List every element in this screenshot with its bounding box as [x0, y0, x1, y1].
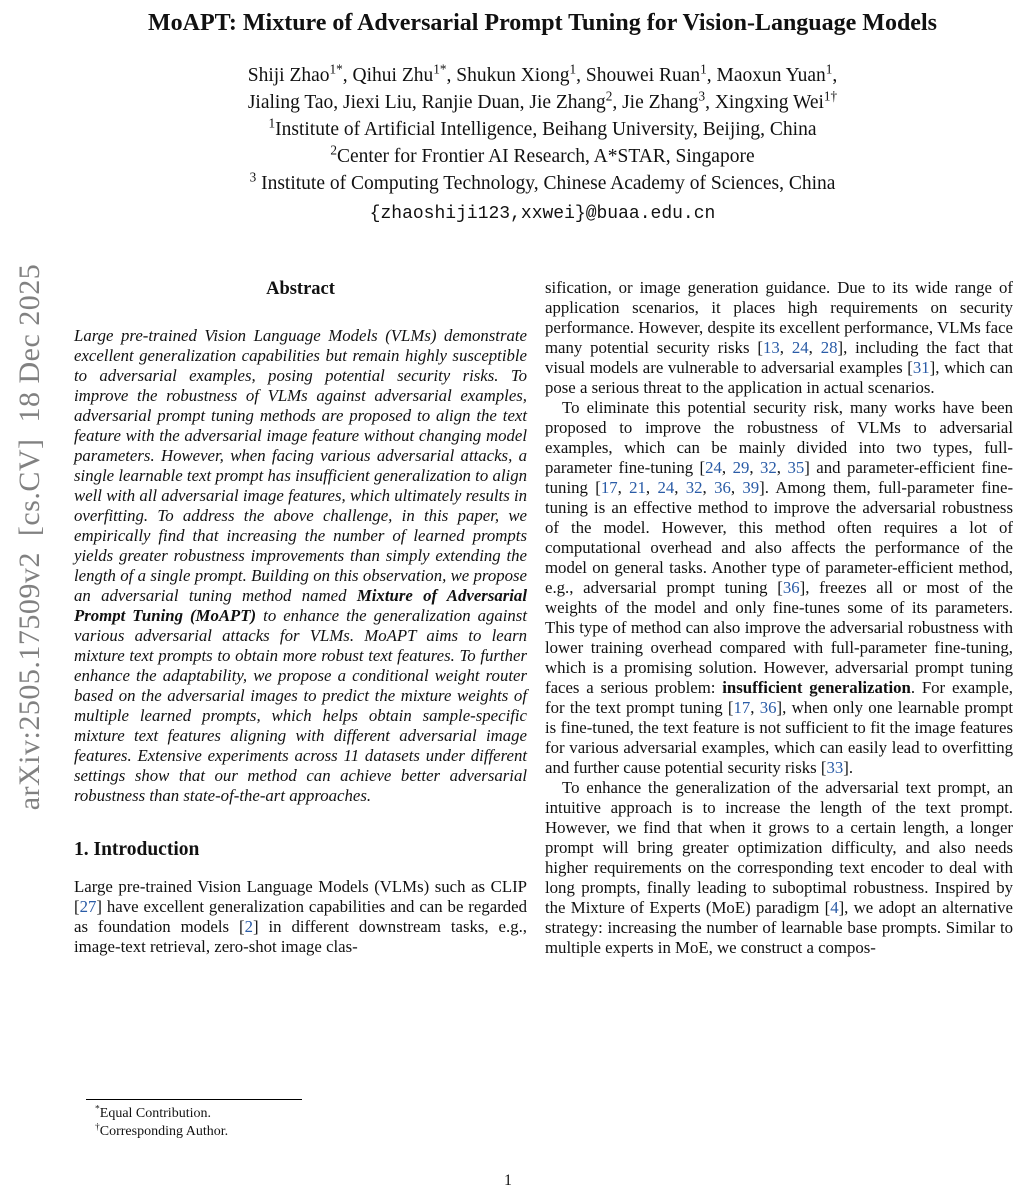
- affiliation-2: $^2$Center for Frontier AI Research, A*STAR, Singapore: [330, 142, 755, 167]
- citation-ref[interactable]: 36: [759, 698, 777, 717]
- footnotes: [86, 1099, 526, 1141]
- abstract-heading: Abstract: [266, 279, 335, 299]
- citation-ref[interactable]: 4: [830, 898, 839, 917]
- citation-ref[interactable]: 31: [912, 358, 930, 377]
- arxiv-watermark-label: arXiv:2505.17509v2 [cs.CV] 18 Dec 2025: [13, 263, 46, 811]
- citation-ref[interactable]: 13: [762, 338, 780, 357]
- citation-ref[interactable]: 24: [705, 458, 722, 477]
- right-column: [545, 278, 1013, 958]
- right-paragraph-3: To enhance the generalization of the adversarial text prompt, an intuitive approach is to increase the length of the text prompt. However, we find that when it grows to a certain length, a longer prompt will bring greater optimization difficulty, and also needs higher requirements on the corresponding text encoder to deal with long prompts, finally leading to suboptimal robustness. Inspired by the Mixture of Experts (MoE) paradigm [4], we adopt an alternative strategy: increasing the number of learnable base prompts. Similar to multiple experts in MoE, we construct a compos-: [545, 778, 1013, 957]
- citation-ref[interactable]: 2: [244, 917, 253, 936]
- arxiv-watermark: [0, 264, 81, 843]
- citation-ref[interactable]: 27: [79, 897, 97, 916]
- citation-ref[interactable]: 32: [685, 478, 703, 497]
- affiliation-block: [72, 116, 1013, 197]
- citation-ref[interactable]: 24: [657, 478, 675, 497]
- citation-ref[interactable]: 29: [732, 458, 750, 477]
- intro-paragraph-1: Large pre-trained Vision Language Models (VLMs) such as CLIP [27] have excellent generalization capabilities and can be regarded as foundation models [2] in different downstream tasks, e.g., image-text retrieval, zero-shot image clas-: [74, 877, 527, 956]
- author-block: [72, 62, 1013, 116]
- citation-ref[interactable]: 33: [826, 758, 844, 777]
- footnote-corresponding-author: †Corresponding Author.: [95, 1122, 229, 1139]
- citation-ref[interactable]: 32: [760, 458, 777, 477]
- paper-title: MoAPT: Mixture of Adversarial Prompt Tuning for Vision-Language Models: [148, 10, 937, 36]
- affiliation-1: $^1$Institute of Artificial Intelligence, Beihang University, Beijing, China: [268, 115, 817, 140]
- paper-header: [72, 8, 1013, 224]
- right-paragraph-2: To eliminate this potential security risk, many works have been proposed to improve the robustness of VLMs to adversarial examples, which can be mainly divided into two types, full-parameter fine-tuning [24, 29, 32, 35] and parameter-efficient fine-tuning [17, 21, 24, 32, 36, 39]. Among them, full-parameter fine-tuning is an effective method to improve the adversarial robustness of the model. However, this method often requires a lot of computational overhead and also affects the performance of the model on general tasks. Another type of parameter-efficient method, e.g., adversarial prompt tuning [36], freezes all or most of the weights of the model and only fine-tunes some of its parameters. This type of method can also improve the adversarial robustness with lower training overhead compared with full-parameter fine-tuning, which is a promising solution. However, adversarial prompt tuning faces a serious problem: insufficient generalization. For example, for the text prompt tuning [17, 36], when only one learnable prompt is fine-tuned, the text feature is not sufficient to fit the image features for various adversarial examples, which can easily lead to overfitting and further cause potential security risks [33].: [545, 398, 1014, 777]
- citation-ref[interactable]: 35: [787, 458, 805, 477]
- citation-ref[interactable]: 39: [742, 478, 760, 497]
- citation-ref[interactable]: 28: [820, 338, 838, 357]
- citation-ref[interactable]: 24: [791, 338, 809, 357]
- citation-ref[interactable]: 36: [714, 478, 731, 497]
- citation-ref[interactable]: 21: [629, 478, 646, 497]
- abstract-paragraph: Large pre-trained Vision Language Models (VLMs) demonstrate excellent generalization capabilities but remain highly susceptible to adversarial examples, posing potential security risks. To improve the robustness of VLMs against adversarial examples, adversarial prompt tuning methods are proposed to align the text feature with the adversarial image feature without changing model parameters. However, when facing various adversarial attacks, a single learnable text prompt has insufficient generalization to align well with all adversarial image features, which ultimately results in overfitting. To address the above challenge, in this paper, we empirically find that increasing the number of learned prompts yields greater robustness improvements than simply extending the length of a single prompt. Building on this observation, we propose an adversarial tuning method named Mixture of Adversarial Prompt Tuning (MoAPT) to enhance the generalization against various adversarial attacks for VLMs. MoAPT aims to learn mixture text prompts to obtain more robust text features. To further enhance the adaptability, we propose a conditional weight router based on the adversarial images to predict the mixture weights of multiple learned prompts, which helps obtain sample-specific mixture text features aligning with different adversarial image features. Extensive experiments across 11 datasets under different settings show that our method can achieve better adversarial robustness than state-of-the-art approaches.: [74, 326, 528, 805]
- citation-ref[interactable]: 17: [733, 698, 751, 717]
- right-paragraph-1: sification, or image generation guidance. Due to its wide range of application scenarios, it places high requirements on security performance. However, despite its excellent performance, VLMs face many potential security risks [13, 24, 28], including the fact that visual models are vulnerable to adversarial examples [31], which can pose a serious threat to the application in actual scenarios.: [545, 278, 1014, 397]
- contact-email: {zhaoshiji123,xxwei}@buaa.edu.cn: [369, 204, 716, 224]
- page-number: 1: [504, 1172, 512, 1189]
- footnote-equal-contribution: *Equal Contribution.: [95, 1104, 211, 1121]
- section-heading-introduction: 1. Introduction: [74, 839, 200, 860]
- footnote-rule: [86, 1099, 302, 1100]
- left-column: [74, 278, 527, 957]
- author-line-2: Jialing Tao, Jiexi Liu, Ranjie Duan, Jie Zhang$^2$, Jie Zhang$^3$, Xingxing Wei$^{1\dagger}$: [247, 88, 838, 113]
- citation-ref[interactable]: 36: [782, 578, 800, 597]
- affiliation-3: $^3$ Institute of Computing Technology, Chinese Academy of Sciences, China: [249, 169, 836, 194]
- author-line-1: Shiji Zhao$^{1*}$, Qihui Zhu$^{1*}$, Shukun Xiong$^1$, Shouwei Ruan$^1$, Maoxun Yuan$^1$,: [247, 61, 838, 86]
- citation-ref[interactable]: 17: [600, 478, 618, 497]
